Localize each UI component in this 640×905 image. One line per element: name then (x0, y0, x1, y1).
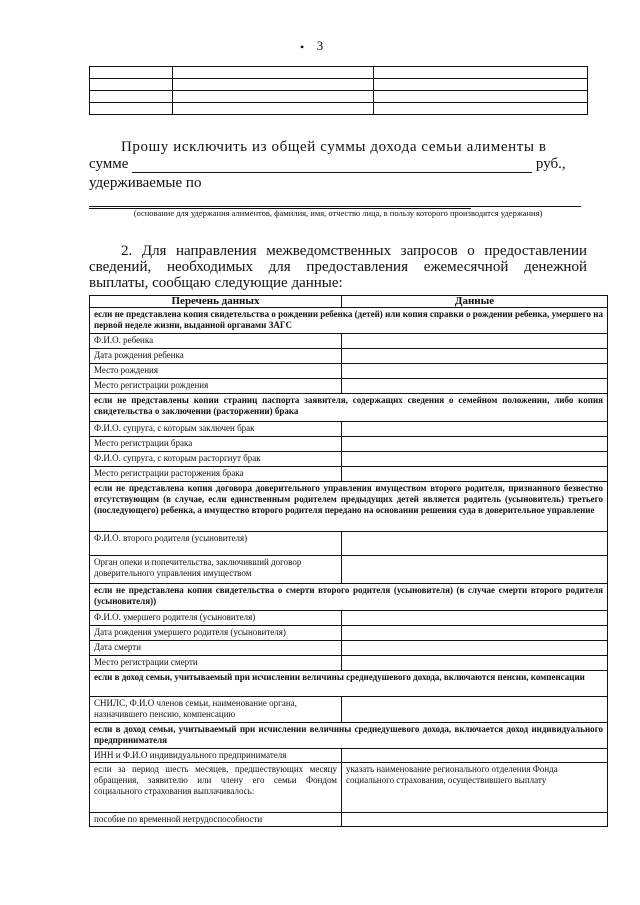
withheld-label: удерживаемые по (89, 175, 202, 191)
child-birth-date-label: Дата рождения ребенка (90, 349, 342, 364)
alimony-request-line: Прошу исключить из общей суммы дохода семьи алименты в (121, 139, 547, 155)
withheld-line-2 (89, 190, 587, 207)
sick-benefit-value[interactable] (342, 813, 608, 827)
spouse-name-label: Ф.И.О. супруга, с которым заключен брак (90, 422, 342, 437)
sick-benefit-label: пособие по временной нетрудоспособности (90, 813, 342, 827)
header-data: Данные (342, 296, 608, 308)
guardianship-body-label: Орган опеки и попечительства, заключивший договор доверительного управления имуществом (90, 556, 342, 584)
header-list: Перечень данных (90, 296, 342, 308)
spouse-name-value[interactable] (342, 422, 608, 437)
death-date-label: Дата смерти (90, 641, 342, 656)
sum-prefix: сумме (89, 156, 129, 172)
continued-table (89, 66, 588, 115)
marriage-registration-label: Место регистрации брака (90, 437, 342, 452)
entrepreneur-details-label: ИНН и Ф.И.О индивидуального предпринимателя (90, 749, 342, 763)
data-table (89, 295, 608, 827)
death-date-value[interactable] (342, 641, 608, 656)
pension-details-value[interactable] (342, 697, 608, 723)
withheld-field-2[interactable] (89, 192, 581, 207)
birth-place-label: Место рождения (90, 364, 342, 379)
child-name-value[interactable] (342, 334, 608, 349)
birth-registration-label: Место регистрации рождения (90, 379, 342, 394)
alimony-sum-line (89, 156, 587, 173)
alimony-sum-field[interactable] (132, 158, 532, 173)
trust-section-row: если не представлена копия договора доверительного управления имуществом второго родителя, признанного безвестно отсутствующим (в случае, если единственным родителем предыдущих детей является родитель (усыновитель) третьего (последующего) ребенка, а имущество второго родителя передано на основании решения суда в доверительное управление (90, 482, 608, 532)
pension-details-label: СНИЛС, Ф.И.О членов семьи, наименование органа, назначившего пенсию, компенсацию (90, 697, 342, 723)
scan-speck: • (300, 40, 305, 54)
birth-registration-value[interactable] (342, 379, 608, 394)
section-2-text: 2. Для направления межведомственных запросов о предоставлении сведений, необходимых для предоставления ежемесячной денежной выплаты, сообщаю следующие данные: (89, 243, 587, 291)
entrepreneur-details-value[interactable] (342, 749, 608, 763)
death-section-row: если не представлена копия свидетельства о смерти второго родителя (усыновителя) (в случае смерти второго родителя (усыновителя)) (90, 584, 608, 611)
death-registration-label: Место регистрации смерти (90, 656, 342, 671)
second-parent-value[interactable] (342, 532, 608, 556)
marriage-section-row: если не представлены копии страниц паспорта заявителя, содержащих сведения о семейном положении, либо копия свидетельства о заключении (расторжении) брака (90, 394, 608, 422)
fss-instruction: указать наименование регионального отделения Фонда социального страхования, осуществившего выплату (342, 763, 608, 813)
sum-suffix: руб., (535, 156, 566, 172)
guardianship-body-value[interactable] (342, 556, 608, 584)
marriage-registration-value[interactable] (342, 437, 608, 452)
deceased-birth-date-value[interactable] (342, 626, 608, 641)
page-number: 3 (316, 38, 324, 53)
divorce-registration-label: Место регистрации расторжения брака (90, 467, 342, 482)
death-registration-value[interactable] (342, 656, 608, 671)
pension-section-row: если в доход семьи, учитываемый при исчислении величины среднедушевого дохода, включаются пенсии, компенсации (90, 671, 608, 697)
deceased-parent-value[interactable] (342, 611, 608, 626)
birth-place-value[interactable] (342, 364, 608, 379)
divorced-spouse-label: Ф.И.О. супруга, с которым расторгнут брак (90, 452, 342, 467)
fss-section-label: если за период шесть месяцев, предшествующих месяцу обращения, заявителю или члену его семьи Фондом социального страхования выплачивалось: (90, 763, 342, 813)
withholding-caption: (основание для удержания алиментов, фамилия, имя, отчество лица, в пользу которого производятся удержания) (133, 208, 543, 218)
child-name-label: Ф.И.О. ребенка (90, 334, 342, 349)
entrepreneur-section-row: если в доход семьи, учитываемый при исчислении величины среднедушевого дохода, включается доход индивидуального предпринимателя (90, 723, 608, 749)
child-birth-date-value[interactable] (342, 349, 608, 364)
deceased-birth-date-label: Дата рождения умершего родителя (усыновителя) (90, 626, 342, 641)
divorce-registration-value[interactable] (342, 467, 608, 482)
second-parent-label: Ф.И.О. второго родителя (усыновителя) (90, 532, 342, 556)
deceased-parent-label: Ф.И.О. умершего родителя (усыновителя) (90, 611, 342, 626)
divorced-spouse-value[interactable] (342, 452, 608, 467)
birth-section-row: если не представлена копия свидетельства о рождении ребенка (детей) или копия справки о рождении ребенка, умершего на первой неделе жизни, выданной органами ЗАГС (90, 308, 608, 334)
